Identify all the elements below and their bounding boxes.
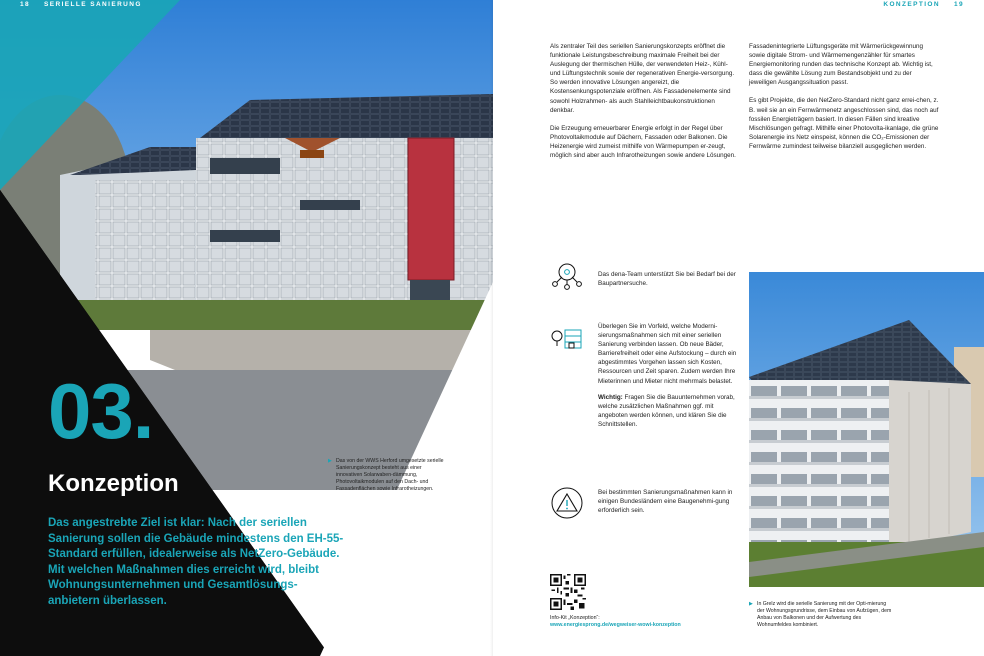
- warning-triangle-icon: [550, 486, 584, 520]
- folio-left: [20, 1, 142, 8]
- folio-right: [883, 1, 964, 8]
- photo-caption-right: [749, 601, 892, 629]
- qr-label: Info-Kit „Konzeption“:: [550, 615, 600, 621]
- photo-caption-left: [328, 458, 446, 493]
- body-column-2: [749, 42, 939, 160]
- info-important-label: Wichtig:: [598, 393, 623, 401]
- building-photo-grelz: [749, 272, 984, 587]
- info-box-warning: [550, 486, 738, 522]
- qr-caption: [550, 615, 750, 629]
- page-number-left: 18: [20, 1, 31, 8]
- photo-caption-left-text: Das von der WWS Herford umgesetzte serielle Sanierungskonzept besteht aus einer innovativen Solarwaben-dämmung, Photovoltaikmodulen auf den Dach- und Fassadenflächen sowie Infrarotheizungen.: [336, 458, 444, 492]
- qr-link[interactable]: www.energiesprong.de/wegweiser-wowi-konzeption: [550, 622, 681, 628]
- chapter-title: Konzeption: [48, 470, 179, 497]
- house-building-icon: [550, 322, 584, 356]
- body-paragraph: Als zentraler Teil des seriellen Sanierungskonzepts eröffnet die funktionale Leistungsbeschreibung maximale Freiheit bei der Auslegung der thermischen Hülle, der verwendeten Heiz-, Kühl- und Lüftungstechnik sowie der regenerativen Energie-versorgung. So werden innovative Lösungen angereizt, die Kostensenkungspotenziale eröffnen. Als Fassadenelemente sind sowohl Holzrahmen- als auch Stahlleichtbaukonstruktionen denkbar.: [550, 43, 735, 114]
- right-page: [493, 0, 984, 656]
- triangle-right-icon: ▶: [328, 458, 332, 464]
- info-warning-text: Bei bestimmten Sanierungsmaßnahmen kann in einigen Bundesländern eine Baugenehmi-gung erforderlich sein.: [598, 489, 733, 515]
- body-column-1: [550, 42, 740, 169]
- triangle-right-icon: ▶: [749, 601, 753, 607]
- body-paragraph: Die Erzeugung erneuerbarer Energie erfolgt in der Regel über Photovoltaikmodule auf Dächern, Fassaden oder Balkonen. Die Heizenergie wird zumeist mithilfe von Wärmepumpen er-zeugt, möglich sind aber auch Infrarotheizungen sowie andere Lösungen.: [550, 124, 736, 160]
- info-important: [598, 393, 738, 429]
- page-number-right: 19: [953, 1, 964, 8]
- info-support-text: Das dena-Team unterstützt Sie bei Bedarf bei der Baupartnersuche.: [598, 271, 736, 288]
- lead-text: Das angestrebte Ziel ist klar: Nach der seriellen Sanierung sollen die Gebäude mindestens den EH-55-Standard erfüllen, idealerweise als NetZero-Gebäude. Mit welchen Maßnahmen dies erreicht wird, bleibt Wohnungsunternehmen und Gesamtlösungs-anbietern überlassen.: [48, 517, 344, 607]
- info-important-text: Fragen Sie die Bauunternehmen vorab, welche zusätzlichen Maßnahmen ggf. mit angeboten werden können, und klären Sie die Schnittstellen.: [598, 393, 735, 428]
- teal-triangle: [0, 0, 180, 190]
- info-box-measures: [550, 322, 738, 436]
- running-head-left: SERIELLE SANIERUNG: [44, 1, 142, 8]
- photo-caption-right-text: In Grelz wird die serielle Sanierung mit der Opti-mierung der Wohnungsgrundrisse, dem Einbau von Aufzügen, dem Anbau von Balkonen und der Aufwertung des Wohnumfeldes kombiniert.: [757, 601, 892, 628]
- qr-code[interactable]: [550, 574, 586, 610]
- info-measures-text: Überlegen Sie im Vorfeld, welche Moderni-sierungsmaßnahmen sich mit einer seriellen Sanierung verbinden lassen. Ob neue Bäder, Barrierefreiheit oder eine Aufstockung – durch ein abgestimmtes Vorgehen lassen sich Kosten, Ressourcen und Zeit sparen. Zudem werden Ihre Mieterinnen und Mieter nicht mehrmals belastet.: [598, 323, 737, 385]
- body-paragraph: Es gibt Projekte, die den NetZero-Standard nicht ganz errei-chen, z. B. weil sie an ein Fernwärmenetz angeschlossen sind, das noch auf fossilen Energieträgern basiert. In diesen Fällen sind kreative Mischlösungen gefragt. Mithilfe einer Photovolta-ikanlage, die grüne Solarenergie ins Netz einspeist, können die CO₂-Emissionen der Fernwärme zumindest teilweise bilanziell ausgeglichen werden.: [749, 97, 939, 150]
- chapter-number: 03.: [48, 367, 154, 455]
- team-network-icon: [550, 260, 584, 294]
- info-box-support: [550, 260, 738, 295]
- running-head-right: KONZEPTION: [883, 1, 940, 8]
- body-paragraph: Fassadenintegrierte Lüftungsgeräte mit Wärmerückgewinnung sowie digitale Strom- und Wärmemengenzähler für smartes Energiemonitoring runden das technische Konzept ab. Wichtig ist, dass die gewählte Lösung zum Bestandsobjekt und zu der jeweiligen Ausgangssituation passt.: [749, 43, 933, 87]
